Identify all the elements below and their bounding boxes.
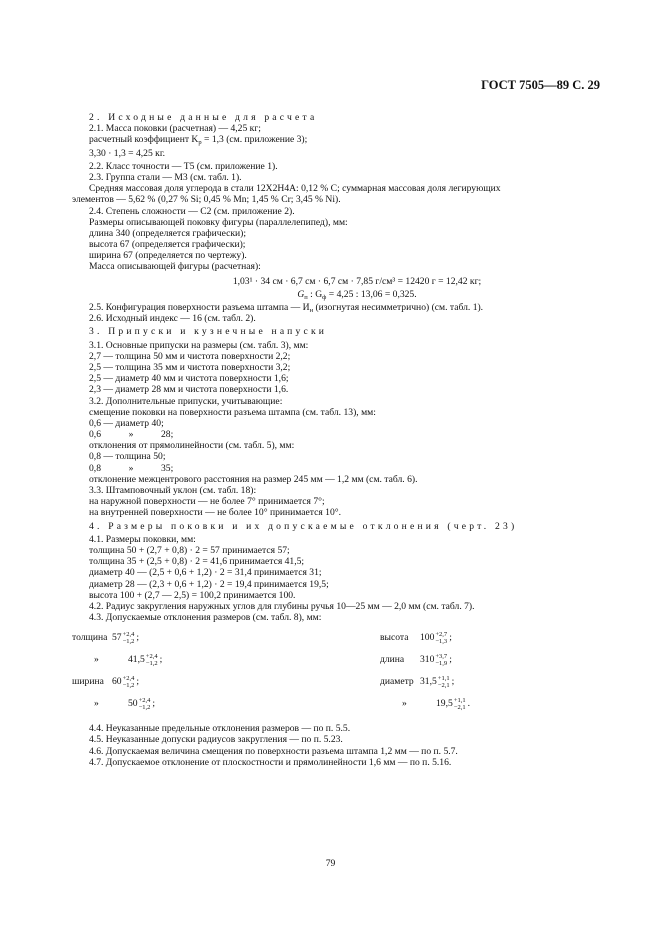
tolerance-lower: −1,3 — [435, 638, 448, 646]
tolerance-lower: −1,2 — [122, 638, 135, 646]
text-line — [72, 723, 602, 734]
line-text: смещение поковки на поверхности разъема штампа (см. табл. 13), мм: — [89, 406, 376, 418]
text-line — [72, 351, 602, 362]
tolerance-value: 60 — [112, 676, 122, 688]
line-text: длина 340 (определяется графически); — [89, 227, 246, 239]
text-line — [72, 579, 602, 590]
text-line — [72, 407, 602, 418]
text-line — [72, 567, 602, 578]
tolerance-end: ; — [136, 632, 140, 644]
line-text: на внутренней поверхности — не более 10° принимается 10°. — [89, 507, 342, 519]
line-text: 4.3. Допускаемые отклонения размеров (см. табл. 8), мм: — [89, 612, 322, 624]
line-text: элементов — 5,62 % (0,27 % Si; 0,45 % Mn; 1,45 % Cr; 3,45 % Ni). — [72, 194, 341, 206]
line-text: толщина 50 + (2,7 + 0,8) · 2 = 57 принимается 57; — [89, 544, 290, 556]
text-line — [72, 194, 602, 205]
text-line — [72, 396, 602, 407]
tolerance-value: 50 — [128, 698, 138, 710]
section-allowances — [72, 302, 602, 623]
tolerance-label: » — [94, 654, 99, 666]
line-subscript: р — [198, 139, 202, 147]
tolerance-item — [380, 675, 454, 689]
line-tail: (изогнутая несимметрично) (см. табл. 1). — [313, 302, 484, 313]
tolerance-label: » — [94, 698, 99, 710]
text-line — [72, 161, 602, 172]
line-text: 2.5. Конфигурация поверхности разъема штампа — И — [89, 302, 310, 313]
page-number: 79 — [325, 858, 336, 869]
formula-ratio-tail: = 4,25 : 13,06 = 0,325. — [326, 288, 417, 300]
line-tail: = 1,3 (см. приложение 3); — [201, 134, 308, 146]
tolerance-end: ; — [159, 654, 163, 666]
line-text: 4.6. Допускаемая величина смещения по поверхности разъема штампа 1,2 мм — по п. 5.7. — [89, 745, 458, 757]
line-text: 3.2. Дополнительные припуски, учитывающие: — [89, 395, 283, 407]
tolerance-label: диаметр — [380, 676, 414, 688]
text-line — [72, 373, 602, 384]
line-text: Размеры описывающей поковку фигуры (параллелепипед), мм: — [89, 216, 348, 228]
text-line — [72, 206, 602, 217]
tolerance-upper: +3,7 — [435, 653, 448, 661]
formula-ratio-sub2: ф — [322, 293, 327, 301]
text-line — [72, 757, 602, 768]
tolerance-lower: −2,1 — [437, 682, 450, 690]
tolerance-limits — [435, 631, 447, 645]
line-text: 0,8 — толщина 50; — [89, 451, 166, 463]
line-text: 2,5 — толщина 35 мм и чистота поверхности 3,2; — [89, 361, 291, 373]
document-body — [72, 112, 602, 768]
line-text: 4.2. Радиус закругления наружных углов для глубины ручья 10—25 мм — 2,0 мм (см. табл. 7). — [89, 600, 475, 612]
line-text: 2,5 — диаметр 40 мм и чистота поверхности 1,6; — [89, 373, 289, 385]
line-text: 2. Исходные данные для расчета — [89, 112, 318, 123]
tolerance-end: ; — [136, 676, 140, 688]
text-line — [72, 148, 602, 159]
tolerance-limits — [146, 653, 158, 667]
line-tail: 28; — [161, 429, 174, 441]
text-line — [72, 362, 602, 373]
tolerance-upper: +2,4 — [138, 697, 151, 705]
text-line — [72, 250, 602, 261]
line-text: 0,8 — [89, 462, 101, 474]
text-line — [72, 485, 602, 496]
line-text: 2.6. Исходный индекс — 16 (см. табл. 2). — [89, 313, 256, 325]
tolerance-end: ; — [449, 654, 452, 666]
tolerance-upper: +2,4 — [122, 675, 135, 683]
tolerance-limits — [435, 653, 447, 667]
line-text: Масса описывающей фигуры (расчетная): — [89, 261, 261, 273]
text-line — [72, 440, 602, 451]
line-text: 3.1. Основные припуски на размеры (см. табл. 3), мм: — [89, 339, 309, 351]
line-text: диаметр 40 — (2,5 + 0,6 + 1,2) · 2 = 31,4 принимается 31; — [89, 567, 322, 579]
tolerance-limits — [123, 631, 135, 645]
tolerance-label: » — [402, 698, 407, 710]
tolerance-limits — [123, 675, 135, 689]
text-line — [72, 734, 602, 745]
line-text: 4.1. Размеры поковки, мм: — [89, 533, 196, 545]
tolerance-value: 41,5 — [128, 654, 145, 666]
line-text: 4.7. Допускаемое отклонение от плоскостности и прямолинейности 1,6 мм — по п. 5.16. — [89, 756, 452, 768]
text-line — [72, 507, 602, 518]
line-text: 3. Припуски и кузнечные напуски — [89, 326, 328, 338]
line-text: 2.2. Класс точности — Т5 (см. приложение 1). — [89, 160, 278, 172]
ditto-mark: » — [128, 429, 134, 441]
text-line — [72, 384, 602, 395]
text-line — [72, 123, 602, 134]
line-text: толщина 35 + (2,5 + 0,8) · 2 = 41,6 принимается 41,5; — [89, 556, 305, 568]
line-text: 0,6 — диаметр 40; — [89, 417, 164, 429]
text-line — [72, 228, 602, 239]
line-text: 2.1. Масса поковки (расчетная) — 4,25 кг; — [89, 123, 261, 135]
tolerance-item — [380, 653, 452, 667]
formula-ratio-g1: G — [297, 288, 305, 300]
text-line — [72, 521, 602, 532]
tolerance-lower: −1,9 — [435, 660, 448, 668]
text-line — [72, 326, 602, 337]
text-line — [72, 463, 602, 474]
text-line — [72, 451, 602, 462]
tolerance-value: 310 — [420, 654, 435, 666]
line-text: отклонения от прямолинейности (см. табл. 5), мм: — [89, 440, 295, 452]
line-text: 2,3 — диаметр 28 мм и чистота поверхности 1,6. — [89, 384, 289, 396]
text-line — [72, 313, 602, 324]
text-line — [72, 217, 602, 228]
text-line — [72, 183, 602, 194]
tolerance-item — [402, 697, 470, 711]
line-text: 4. Размеры поковки и их допускаемые отклонения (черт. 23) — [89, 520, 518, 532]
tolerance-label: длина — [380, 654, 405, 666]
tolerance-label: высота — [380, 632, 409, 644]
text-line — [72, 261, 602, 272]
tolerance-end: ; — [152, 698, 156, 710]
tolerance-item — [94, 697, 155, 711]
line-subscript: н — [309, 307, 314, 314]
tolerance-grid — [72, 631, 602, 717]
tolerance-end: ; — [449, 632, 452, 644]
text-line — [72, 134, 602, 145]
tolerance-upper: +1,1 — [453, 697, 466, 705]
page-header: ГОСТ 7505—89 С. 29 — [481, 78, 600, 92]
formula-ratio — [72, 289, 602, 300]
tolerance-value: 31,5 — [420, 676, 437, 688]
line-text: 2,7 — толщина 50 мм и чистота поверхности 2,2; — [89, 350, 291, 362]
text-line — [72, 496, 602, 507]
tolerance-lower: −1,2 — [122, 682, 135, 690]
line-text: диаметр 28 — (2,3 + 0,6 + 1,2) · 2 = 19,4 принимается 19,5; — [89, 578, 329, 590]
line-text: на наружной поверхности — не более 7° принимается 7°; — [89, 496, 325, 508]
section-notes — [72, 723, 602, 768]
tolerance-value: 100 — [420, 632, 435, 644]
tolerance-label: ширина — [72, 676, 104, 688]
text-line — [72, 601, 602, 612]
tolerance-end: ; — [451, 676, 455, 688]
tolerance-value: 19,5 — [436, 698, 453, 710]
section-source-data — [72, 112, 602, 273]
line-text: 4.4. Неуказанные предельные отклонения размеров — по п. 5.5. — [89, 723, 351, 735]
tolerance-upper: +1,1 — [437, 675, 450, 683]
line-text: ширина 67 (определяется по чертежу). — [89, 250, 247, 262]
tolerance-upper: +2,4 — [122, 631, 135, 639]
line-tail: 35; — [161, 462, 174, 474]
line-text: расчетный коэффициент K — [89, 134, 199, 146]
text-line — [72, 112, 602, 123]
line-text: 3,30 · 1,3 = 4,25 кг. — [89, 147, 166, 159]
text-line — [72, 239, 602, 250]
tolerance-label: толщина — [72, 632, 108, 644]
tolerance-item — [72, 675, 139, 689]
text-line — [72, 590, 602, 601]
line-text: отклонение межцентрового расстояния на размер 245 мм — 1,2 мм (см. табл. 6). — [89, 473, 418, 485]
text-line — [72, 418, 602, 429]
tolerance-item — [94, 653, 162, 667]
tolerance-limits — [454, 697, 466, 711]
tolerance-lower: −1,2 — [138, 704, 151, 712]
line-text: 0,6 — [89, 429, 101, 441]
tolerance-limits — [438, 675, 450, 689]
tolerance-item — [72, 631, 139, 645]
text-line — [72, 429, 602, 440]
tolerance-upper: +2,4 — [145, 653, 158, 661]
tolerance-lower: −1,2 — [145, 660, 158, 668]
text-line — [72, 172, 602, 183]
text-line — [72, 302, 602, 313]
tolerance-upper: +2,7 — [435, 631, 448, 639]
text-line — [72, 612, 602, 623]
formula-mass: 1,03¹ · 34 см · 6,7 см · 6,7 см · 7,85 г/см³ = 12420 г = 12,42 кг; — [232, 275, 482, 287]
tolerance-lower: −2,1 — [453, 704, 466, 712]
tolerance-limits — [139, 697, 151, 711]
line-text: 3.3. Штамповочный уклон (см. табл. 18): — [89, 485, 257, 496]
line-text: 4.5. Неуказанные допуски радиусов закругления — по п. 5.23. — [89, 734, 343, 746]
line-text: 2.3. Группа стали — М3 (см. табл. 1). — [89, 171, 242, 183]
tolerance-item — [380, 631, 452, 645]
tolerance-end: . — [467, 698, 470, 710]
text-line — [72, 340, 602, 351]
line-text: Средняя массовая доля углерода в стали 12Х2Н4А: 0,12 % С; суммарная массовая доля легирующих — [89, 183, 501, 195]
text-line — [72, 534, 602, 545]
line-text: высота 67 (определяется графически); — [89, 239, 246, 251]
text-line — [72, 556, 602, 567]
ditto-mark: » — [128, 462, 134, 474]
text-line — [72, 474, 602, 485]
line-text: 2.4. Степень сложности — С2 (см. приложение 2). — [89, 205, 295, 217]
line-text: высота 100 + (2,7 — 2,5) = 100,2 принимается 100. — [89, 589, 296, 601]
tolerance-value: 57 — [112, 632, 122, 644]
text-line — [72, 746, 602, 757]
formula-ratio-mid: : G — [307, 288, 323, 300]
formula-ratio-sub1: п — [304, 293, 308, 301]
text-line — [72, 545, 602, 556]
